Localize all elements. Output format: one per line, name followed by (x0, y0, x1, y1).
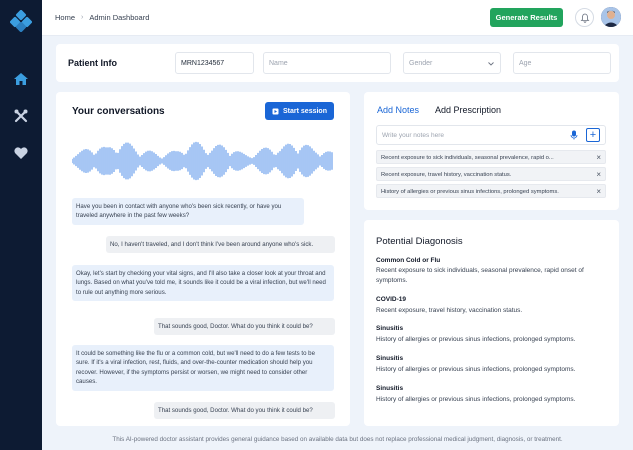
diagnosis-description: Recent exposure to sick individuals, seasonal prevalence, rapid onset of symptoms. (376, 267, 584, 284)
message-doctor: Have you been in contact with anyone who's been sick recently, or have you traveled anywhere in the past few weeks? (72, 198, 304, 225)
diagnosis-description: History of allergies or previous sinus infections, prolonged symptoms. (376, 336, 576, 343)
diagnosis-name: Sinusitis (376, 355, 404, 362)
user-avatar-icon (601, 7, 621, 27)
sidebar (0, 0, 42, 450)
logo-icon (10, 10, 32, 32)
note-text: History of allergies or previous sinus infections, prolonged symptoms. (381, 188, 559, 195)
conversations-panel (56, 92, 350, 426)
top-header (42, 0, 633, 36)
diagnosis-name: Common Cold or Flu (376, 257, 441, 264)
notification-button[interactable] (575, 8, 594, 27)
notes-panel (364, 92, 619, 210)
disclaimer-text: This AI-powered doctor assistant provides general guidance based on available data but does not replace professional medical judgment, diagnosis, or treatment. (112, 436, 563, 443)
close-icon[interactable]: × (596, 187, 601, 196)
diagnosis-name: COVID-19 (376, 296, 406, 303)
close-icon[interactable]: × (596, 153, 601, 162)
patient-info-panel (56, 44, 619, 82)
plus-icon: + (589, 128, 597, 141)
note-text: Recent exposure, travel history, vaccination status. (381, 171, 512, 178)
gender-placeholder: Gender (409, 60, 433, 67)
tab-add-notes[interactable]: Add Notes (377, 105, 420, 115)
message-doctor: It could be something like the flu or a common cold, but we'll need to do a few tests to be sure. If it's a viral infection, rest, fluids, and over-the-counter medication should help you recover. However, if the symptoms persist or worsen, we might need to consider other causes. (72, 345, 334, 391)
diagnosis-name: Sinusitis (376, 385, 404, 392)
tools-icon[interactable] (13, 108, 29, 124)
mrn-field[interactable]: MRN1234567 (175, 52, 254, 74)
chevron-right-icon: › (81, 14, 84, 21)
heart-icon[interactable] (13, 145, 29, 161)
breadcrumb-home[interactable]: Home (55, 13, 76, 22)
message-patient: That sounds good, Doctor. What do you think it could be? (154, 318, 335, 335)
note-text: Recent exposure to sick individuals, seasonal prevalence, rapid o... (381, 154, 554, 161)
chevron-down-icon (488, 61, 494, 67)
breadcrumb-current: Admin Dashboard (89, 13, 150, 22)
gender-select[interactable] (403, 52, 501, 74)
note-item (376, 184, 606, 198)
bell-icon (580, 13, 590, 23)
message-patient: No, I haven't traveled, and I don't think I've been around anyone who's sick. (106, 236, 335, 253)
message-doctor: Okay, let's start by checking your vital signs, and I'll also take a closer look at your throat and lungs. Based on what you've told me, it sounds like it could be a viral infection, but we'll need to rule out anything more serious. (72, 265, 334, 301)
diagnosis-panel (364, 220, 619, 426)
patient-info-title: Patient Info (68, 58, 117, 68)
note-item (376, 167, 606, 181)
audio-waveform (72, 132, 334, 190)
home-icon[interactable] (13, 71, 29, 87)
start-session-button[interactable] (265, 102, 334, 120)
diagnosis-description: History of allergies or previous sinus infections, prolonged symptoms. (376, 396, 576, 403)
name-field[interactable]: Name (263, 52, 391, 74)
play-icon (272, 108, 279, 115)
breadcrumb (55, 13, 149, 22)
close-icon[interactable]: × (596, 170, 601, 179)
conversations-title: Your conversations (72, 106, 165, 117)
note-item (376, 150, 606, 164)
diagnosis-title: Potential Diagonosis (376, 236, 463, 247)
notes-input[interactable]: Write your notes here (376, 125, 606, 145)
message-patient: That sounds good, Doctor. What do you think it could be? (154, 402, 335, 419)
tab-add-prescription[interactable]: Add Prescription (435, 105, 502, 115)
avatar[interactable] (601, 7, 621, 27)
diagnosis-description: History of allergies or previous sinus infections, prolonged symptoms. (376, 366, 576, 373)
generate-results-button[interactable]: Generate Results (490, 8, 563, 27)
diagnosis-name: Sinusitis (376, 325, 404, 332)
start-session-label: Start session (283, 107, 327, 115)
add-note-button[interactable] (586, 128, 600, 142)
diagnosis-description: Recent exposure, travel history, vaccination status. (376, 307, 523, 314)
microphone-icon[interactable] (570, 130, 578, 140)
age-field[interactable]: Age (513, 52, 611, 74)
